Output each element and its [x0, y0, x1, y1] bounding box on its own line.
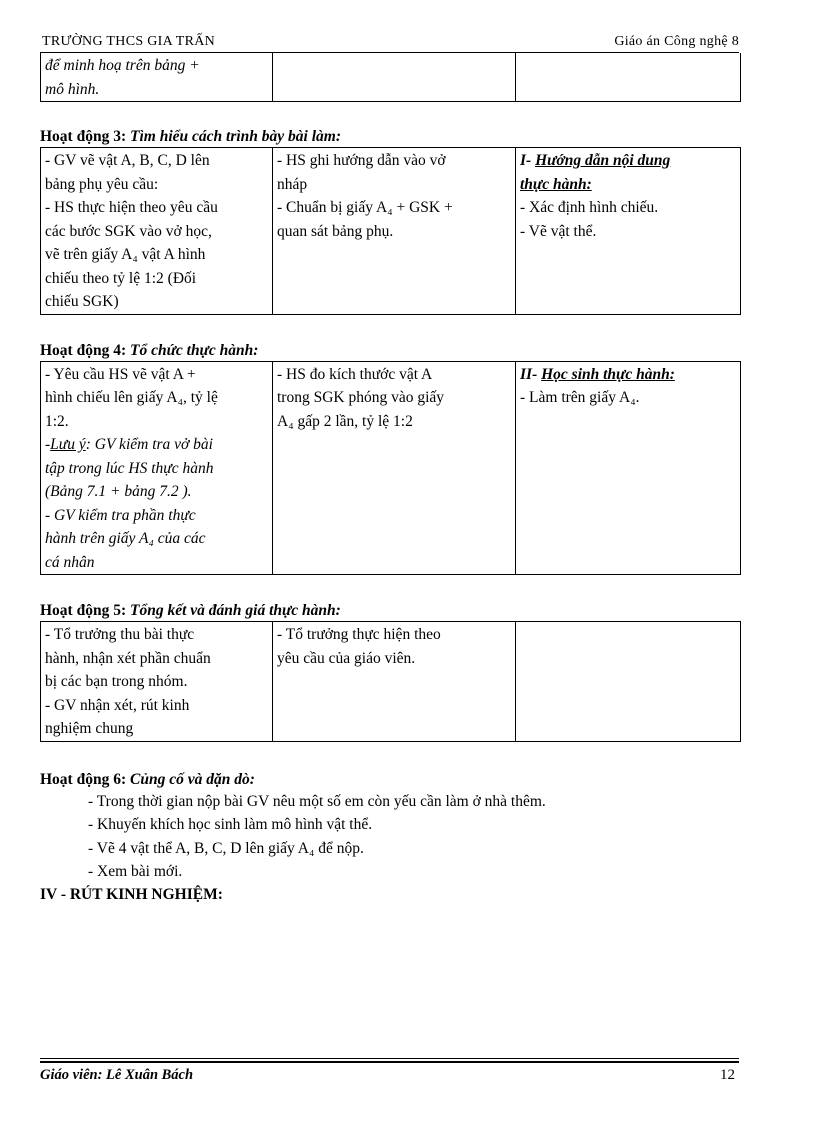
section-title — [520, 363, 736, 387]
table-row — [41, 53, 741, 102]
text-line: trong SGK phóng vào giấy — [277, 389, 445, 406]
note-text: : GV kiểm tra vở bài — [85, 436, 213, 453]
activity3-col2 — [273, 148, 516, 315]
section-title-text: thực hành: — [520, 175, 592, 193]
activity3-title: Tìm hiểu cách trình bày bài làm: — [130, 128, 341, 145]
text-line: bị các bạn trong nhóm. — [45, 673, 188, 690]
note-prefix: - — [45, 436, 51, 453]
activity5-heading — [40, 601, 739, 621]
text-line: 1:2. — [45, 412, 69, 430]
text-line: - Xác định hình chiếu. — [520, 199, 659, 216]
activity4-col3 — [516, 361, 741, 575]
activity6-label: Hoạt động 6: — [40, 770, 127, 788]
list-item: - Khuyến khích học sinh làm mô hình vật thể. — [88, 816, 373, 833]
text-line: nháp — [277, 175, 308, 193]
text-line: hành, nhận xét phần chuẩn — [45, 649, 211, 667]
text-line: chiếu theo tỷ lệ 1:2 (Đối — [45, 269, 197, 287]
section-title-text: Học sinh thực hành: — [541, 365, 675, 383]
subject-title: Giáo án Công nghệ 8 — [614, 34, 739, 49]
activity4-col2 — [273, 361, 516, 575]
activity4-title: Tổ chức thực hành: — [130, 341, 259, 359]
school-name: TRƯỜNG THCS GIA TRẤN — [42, 34, 216, 49]
text-line: chiếu SGK) — [45, 293, 119, 310]
activity5-title: Tổng kết và đánh giá thực hành: — [130, 602, 341, 619]
table-row — [41, 361, 741, 575]
text-line: nghiệm chung — [45, 720, 134, 737]
text-line: cá nhân — [45, 553, 95, 571]
top-table-col1 — [41, 53, 273, 102]
top-table-col3 — [516, 53, 741, 102]
text-line: - Làm trên giấy A₄. — [520, 389, 640, 406]
text-line: hình chiếu lên giấy A₄, tỷ lệ — [45, 389, 218, 406]
page-header — [40, 34, 739, 53]
activity4-label: Hoạt động 4: — [40, 341, 127, 359]
text-line: để minh hoạ trên bảng + — [45, 57, 200, 74]
activity3-col1 — [41, 148, 273, 315]
section-title-cont — [520, 173, 736, 197]
activity4-table — [40, 361, 741, 576]
section-number: II- — [520, 365, 538, 383]
activity5-table — [40, 621, 741, 742]
section-number: I- — [520, 152, 532, 169]
page — [40, 34, 739, 906]
text-line: quan sát bảng phụ. — [277, 222, 394, 240]
text-line: yêu cầu của giáo viên. — [277, 649, 416, 667]
text-line: mô hình. — [45, 80, 100, 98]
page-footer — [40, 1058, 739, 1084]
activity5-col1 — [41, 622, 273, 742]
activity6-heading — [40, 770, 739, 790]
text-line: - Vẽ vật thể. — [520, 222, 597, 240]
list-item: - Xem bài mới. — [88, 863, 183, 880]
text-line: - Tổ trưởng thực hiện theo — [277, 626, 441, 643]
note-line — [45, 433, 268, 457]
top-table-col2 — [273, 53, 516, 102]
text-line: - Chuẩn bị giấy A₄ + GSK + — [277, 199, 453, 216]
text-line: tập trong lúc HS thực hành — [45, 459, 214, 477]
text-line: - GV nhận xét, rút kinh — [45, 696, 190, 714]
activity4-col1 — [41, 361, 273, 575]
text-line: bảng phụ yêu cầu: — [45, 175, 159, 193]
page-number: 12 — [720, 1067, 735, 1083]
text-line: A₄ gấp 2 lần, tỷ lệ 1:2 — [277, 412, 413, 430]
activity3-col3 — [516, 148, 741, 315]
text-line: hành trên giấy A₄ của các — [45, 530, 206, 547]
section-title — [520, 149, 736, 173]
section-title-text: Hướng dẫn nội dung — [535, 152, 671, 169]
activity5-label: Hoạt động 5: — [40, 602, 127, 619]
text-line: vẽ trên giấy A₄ vật A hình — [45, 246, 206, 263]
text-line: - Tổ trưởng thu bài thực — [45, 626, 195, 643]
note-label: Lưu ý — [50, 436, 86, 453]
activity3-table — [40, 147, 741, 315]
top-table — [40, 53, 741, 102]
list-item: - Trong thời gian nộp bài GV nêu một số em còn yếu cần làm ở nhà thêm. — [88, 792, 546, 810]
text-line: - Yêu cầu HS vẽ vật A + — [45, 365, 196, 383]
text-line: các bước SGK vào vở học, — [45, 222, 212, 240]
footer-row — [40, 1063, 739, 1084]
text-line: (Bảng 7.1 + bảng 7.2 ). — [45, 483, 192, 500]
activity6-list — [40, 790, 739, 884]
activity3-heading — [40, 127, 739, 147]
activity3-label: Hoạt động 3: — [40, 128, 127, 145]
text-line: - GV kiểm tra phần thực — [45, 506, 196, 524]
activity6-title: Củng cố và dặn dò: — [130, 770, 255, 788]
activity5-col3 — [516, 622, 741, 742]
text-line: - HS đo kích thước vật A — [277, 365, 433, 383]
text-line: - HS ghi hướng dẫn vào vở — [277, 152, 446, 169]
table-row — [41, 622, 741, 742]
footer-rule — [40, 1058, 739, 1059]
teacher-name: Giáo viên: Lê Xuân Bách — [40, 1067, 194, 1083]
section-iv-heading: IV - RÚT KINH NGHIỆM: — [40, 885, 223, 903]
activity4-heading — [40, 341, 739, 361]
activity5-col2 — [273, 622, 516, 742]
table-row — [41, 148, 741, 315]
text-line: - GV vẽ vật A, B, C, D lên — [45, 152, 210, 169]
list-item: - Vẽ 4 vật thể A, B, C, D lên giấy A₄ để nộp. — [88, 839, 364, 857]
text-line: - HS thực hiện theo yêu cầu — [45, 199, 218, 216]
